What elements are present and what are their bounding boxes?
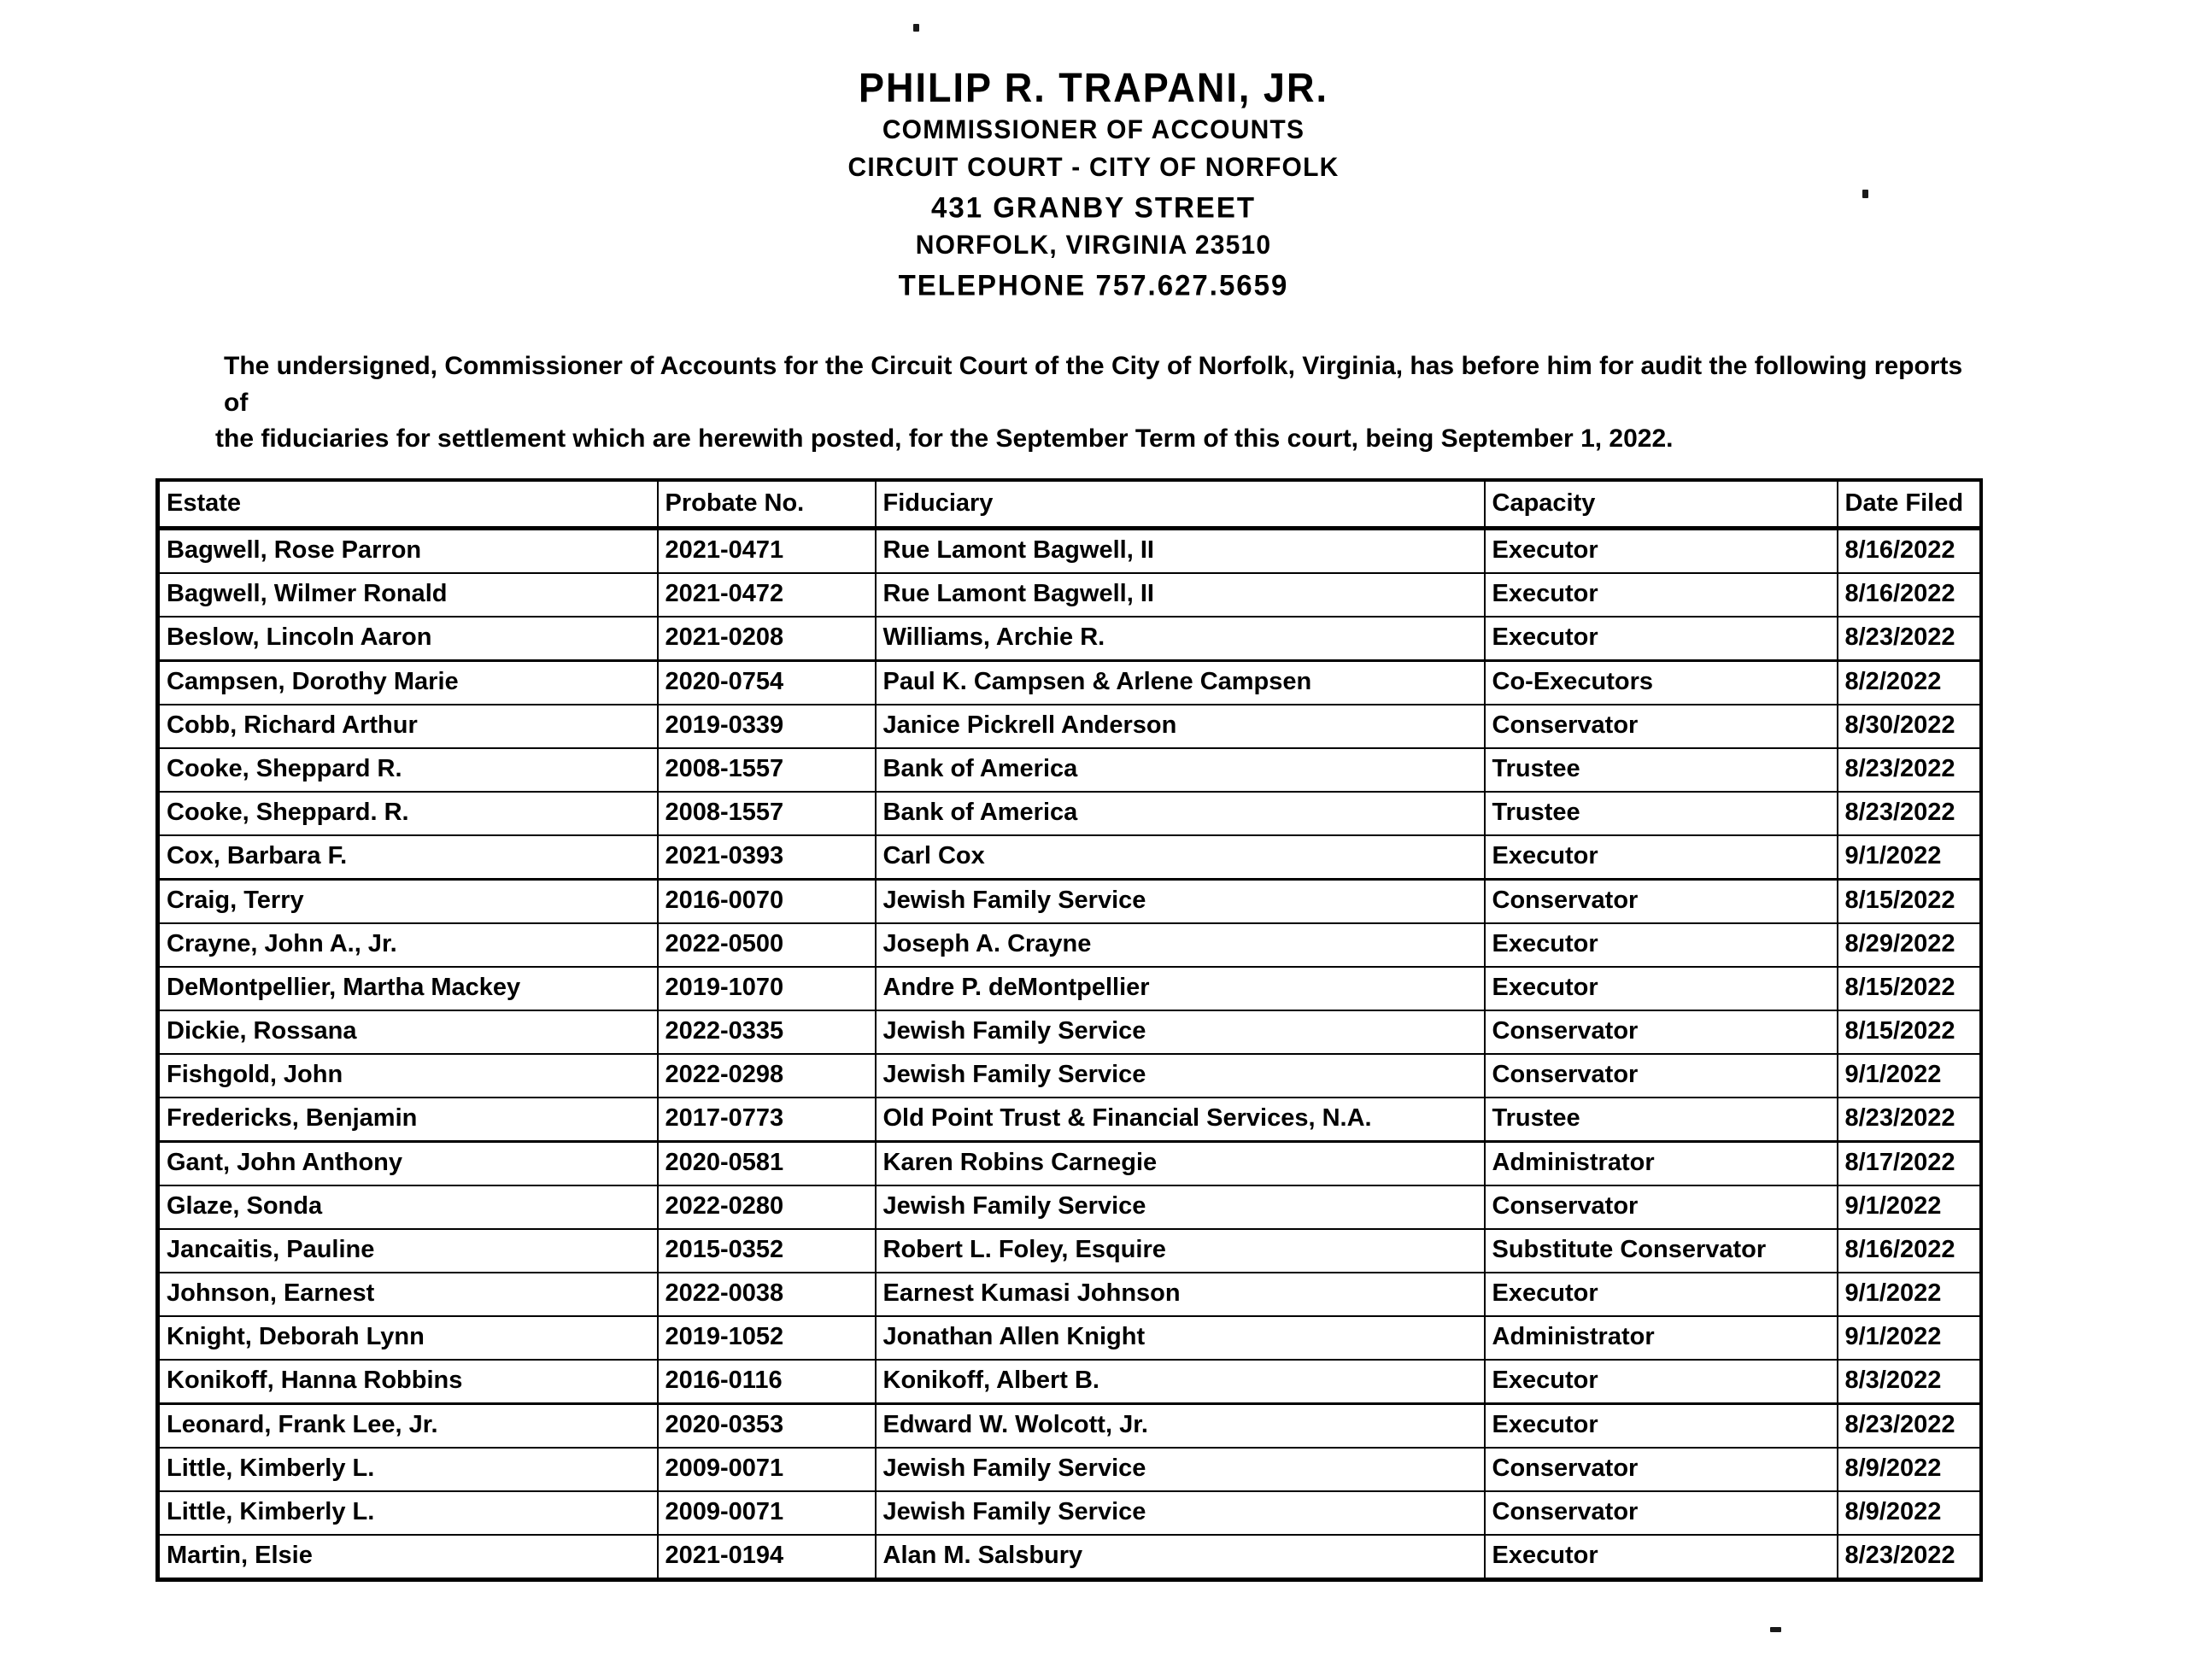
cell-estate: Bagwell, Rose Parron <box>158 529 658 574</box>
cell-fiduciary: Jewish Family Service <box>876 1054 1485 1098</box>
cell-date-filed: 8/30/2022 <box>1838 705 1981 748</box>
cell-estate: Jancaitis, Pauline <box>158 1229 658 1273</box>
cell-fiduciary: Jewish Family Service <box>876 880 1485 924</box>
cell-fiduciary: Williams, Archie R. <box>876 617 1485 661</box>
cell-capacity: Conservator <box>1485 1491 1838 1535</box>
cell-probate-no: 2008-1557 <box>658 792 876 835</box>
cell-date-filed: 8/23/2022 <box>1838 748 1981 792</box>
cell-probate-no: 2008-1557 <box>658 748 876 792</box>
cell-probate-no: 2019-0339 <box>658 705 876 748</box>
cell-date-filed: 9/1/2022 <box>1838 1316 1981 1360</box>
cell-capacity: Conservator <box>1485 880 1838 924</box>
cell-fiduciary: Jonathan Allen Knight <box>876 1316 1485 1360</box>
telephone-line: TELEPHONE 757.627.5659 <box>898 267 1289 301</box>
cell-capacity: Conservator <box>1485 1185 1838 1229</box>
court-line: CIRCUIT COURT - CITY OF NORFOLK <box>847 152 1340 183</box>
cell-date-filed: 9/1/2022 <box>1838 1273 1981 1316</box>
table-row <box>158 1098 1981 1142</box>
cell-estate: Cox, Barbara F. <box>158 835 658 880</box>
cell-estate: Cooke, Sheppard. R. <box>158 792 658 835</box>
table-row <box>158 1360 1981 1404</box>
cell-date-filed: 8/23/2022 <box>1838 792 1981 835</box>
cell-date-filed: 8/29/2022 <box>1838 923 1981 967</box>
cell-fiduciary: Carl Cox <box>876 835 1485 880</box>
cell-estate: Johnson, Earnest <box>158 1273 658 1316</box>
cell-estate: Fredericks, Benjamin <box>158 1098 658 1142</box>
cell-capacity: Trustee <box>1485 1098 1838 1142</box>
cell-estate: Cooke, Sheppard R. <box>158 748 658 792</box>
cell-fiduciary: Rue Lamont Bagwell, II <box>876 529 1485 574</box>
cell-estate: Little, Kimberly L. <box>158 1491 658 1535</box>
cell-probate-no: 2022-0335 <box>658 1010 876 1054</box>
cell-date-filed: 8/3/2022 <box>1838 1360 1981 1404</box>
column-header-date-filed: Date Filed <box>1838 480 1981 529</box>
cell-capacity: Executor <box>1485 1404 1838 1449</box>
cell-date-filed: 9/1/2022 <box>1838 1054 1981 1098</box>
cell-capacity: Administrator <box>1485 1142 1838 1186</box>
table-row <box>158 573 1981 617</box>
cell-capacity: Executor <box>1485 573 1838 617</box>
scan-speck-bottom <box>1770 1627 1781 1632</box>
cell-capacity: Executor <box>1485 923 1838 967</box>
cell-probate-no: 2009-0071 <box>658 1448 876 1491</box>
cell-probate-no: 2021-0194 <box>658 1535 876 1580</box>
cell-probate-no: 2022-0038 <box>658 1273 876 1316</box>
postings-table-container <box>155 478 1979 1582</box>
cell-fiduciary: Konikoff, Albert B. <box>876 1360 1485 1404</box>
cell-capacity: Trustee <box>1485 792 1838 835</box>
cell-estate: Campsen, Dorothy Marie <box>158 661 658 705</box>
cell-date-filed: 8/2/2022 <box>1838 661 1981 705</box>
cell-date-filed: 8/16/2022 <box>1838 529 1981 574</box>
table-row <box>158 1535 1981 1580</box>
cell-estate: DeMontpellier, Martha Mackey <box>158 967 658 1010</box>
cell-estate: Gant, John Anthony <box>158 1142 658 1186</box>
cell-capacity: Executor <box>1485 1535 1838 1580</box>
column-header-capacity: Capacity <box>1485 480 1838 529</box>
cell-date-filed: 8/15/2022 <box>1838 967 1981 1010</box>
cell-date-filed: 8/9/2022 <box>1838 1491 1981 1535</box>
cell-estate: Martin, Elsie <box>158 1535 658 1580</box>
cell-fiduciary: Alan M. Salsbury <box>876 1535 1485 1580</box>
table-row <box>158 661 1981 705</box>
column-header-fiduciary: Fiduciary <box>876 480 1485 529</box>
table-row <box>158 923 1981 967</box>
cell-date-filed: 8/23/2022 <box>1838 1535 1981 1580</box>
table-row <box>158 1404 1981 1449</box>
table-row <box>158 967 1981 1010</box>
table-row <box>158 1491 1981 1535</box>
cell-estate: Fishgold, John <box>158 1054 658 1098</box>
cell-capacity: Administrator <box>1485 1316 1838 1360</box>
cell-probate-no: 2015-0352 <box>658 1229 876 1273</box>
cell-fiduciary: Bank of America <box>876 792 1485 835</box>
postings-table <box>155 478 1983 1582</box>
cell-estate: Beslow, Lincoln Aaron <box>158 617 658 661</box>
cell-estate: Dickie, Rossana <box>158 1010 658 1054</box>
cell-capacity: Conservator <box>1485 1010 1838 1054</box>
cell-capacity: Co-Executors <box>1485 661 1838 705</box>
cell-fiduciary: Robert L. Foley, Esquire <box>876 1229 1485 1273</box>
cell-capacity: Conservator <box>1485 1054 1838 1098</box>
cell-fiduciary: Edward W. Wolcott, Jr. <box>876 1404 1485 1449</box>
letterhead <box>0 63 2187 301</box>
cell-fiduciary: Earnest Kumasi Johnson <box>876 1273 1485 1316</box>
cell-fiduciary: Old Point Trust & Financial Services, N.A. <box>876 1098 1485 1142</box>
column-header-estate: Estate <box>158 480 658 529</box>
cell-date-filed: 8/16/2022 <box>1838 1229 1981 1273</box>
table-row <box>158 792 1981 835</box>
cell-fiduciary: Karen Robins Carnegie <box>876 1142 1485 1186</box>
cell-capacity: Executor <box>1485 529 1838 574</box>
table-row <box>158 880 1981 924</box>
cell-date-filed: 9/1/2022 <box>1838 835 1981 880</box>
cell-estate: Leonard, Frank Lee, Jr. <box>158 1404 658 1449</box>
table-row <box>158 1054 1981 1098</box>
cell-probate-no: 2009-0071 <box>658 1491 876 1535</box>
cell-estate: Cobb, Richard Arthur <box>158 705 658 748</box>
table-row <box>158 1273 1981 1316</box>
cell-estate: Glaze, Sonda <box>158 1185 658 1229</box>
commissioner-title: COMMISSIONER OF ACCOUNTS <box>882 114 1305 145</box>
cell-date-filed: 8/15/2022 <box>1838 880 1981 924</box>
table-row <box>158 705 1981 748</box>
table-row <box>158 1185 1981 1229</box>
cell-probate-no: 2017-0773 <box>658 1098 876 1142</box>
cell-probate-no: 2022-0280 <box>658 1185 876 1229</box>
cell-fiduciary: Andre P. deMontpellier <box>876 967 1485 1010</box>
intro-paragraph <box>215 348 1984 458</box>
table-row <box>158 1010 1981 1054</box>
table-row <box>158 529 1981 574</box>
cell-capacity: Executor <box>1485 1360 1838 1404</box>
cell-probate-no: 2021-0393 <box>658 835 876 880</box>
table-body <box>158 529 1981 1580</box>
header-row <box>158 480 1981 529</box>
intro-line-1: The undersigned, Commissioner of Accounts for the Circuit Court of the City of Norfolk, Virginia, has before him for audit the following reports of <box>224 352 1963 417</box>
cell-date-filed: 9/1/2022 <box>1838 1185 1981 1229</box>
cell-fiduciary: Rue Lamont Bagwell, II <box>876 573 1485 617</box>
cell-fiduciary: Jewish Family Service <box>876 1491 1485 1535</box>
commissioner-name: PHILIP R. TRAPANI, JR. <box>859 63 1328 111</box>
cell-capacity: Substitute Conservator <box>1485 1229 1838 1273</box>
cell-probate-no: 2022-0500 <box>658 923 876 967</box>
cell-estate: Little, Kimberly L. <box>158 1448 658 1491</box>
city-state-zip: NORFOLK, VIRGINIA 23510 <box>915 230 1272 260</box>
cell-probate-no: 2020-0754 <box>658 661 876 705</box>
cell-capacity: Conservator <box>1485 1448 1838 1491</box>
cell-probate-no: 2019-1052 <box>658 1316 876 1360</box>
cell-capacity: Executor <box>1485 967 1838 1010</box>
cell-fiduciary: Paul K. Campsen & Arlene Campsen <box>876 661 1485 705</box>
cell-estate: Bagwell, Wilmer Ronald <box>158 573 658 617</box>
cell-estate: Knight, Deborah Lynn <box>158 1316 658 1360</box>
cell-probate-no: 2019-1070 <box>658 967 876 1010</box>
cell-fiduciary: Jewish Family Service <box>876 1448 1485 1491</box>
table-row <box>158 1142 1981 1186</box>
cell-probate-no: 2020-0353 <box>658 1404 876 1449</box>
cell-date-filed: 8/23/2022 <box>1838 617 1981 661</box>
table-row <box>158 835 1981 880</box>
cell-date-filed: 8/16/2022 <box>1838 573 1981 617</box>
cell-capacity: Executor <box>1485 1273 1838 1316</box>
cell-capacity: Trustee <box>1485 748 1838 792</box>
table-row <box>158 748 1981 792</box>
table-row <box>158 1229 1981 1273</box>
cell-estate: Craig, Terry <box>158 880 658 924</box>
cell-fiduciary: Jewish Family Service <box>876 1010 1485 1054</box>
cell-probate-no: 2016-0116 <box>658 1360 876 1404</box>
table-header <box>158 480 1981 529</box>
cell-probate-no: 2021-0208 <box>658 617 876 661</box>
cell-fiduciary: Janice Pickrell Anderson <box>876 705 1485 748</box>
cell-capacity: Executor <box>1485 835 1838 880</box>
cell-date-filed: 8/9/2022 <box>1838 1448 1981 1491</box>
cell-fiduciary: Jewish Family Service <box>876 1185 1485 1229</box>
cell-capacity: Executor <box>1485 617 1838 661</box>
cell-date-filed: 8/23/2022 <box>1838 1404 1981 1449</box>
intro-line-2: the fiduciaries for settlement which are herewith posted, for the September Term of this court, being September 1, 2022. <box>215 424 1674 454</box>
table-row <box>158 617 1981 661</box>
scan-speck-top <box>913 24 919 32</box>
cell-date-filed: 8/23/2022 <box>1838 1098 1981 1142</box>
table-row <box>158 1316 1981 1360</box>
cell-date-filed: 8/17/2022 <box>1838 1142 1981 1186</box>
street-address: 431 GRANBY STREET <box>931 190 1256 224</box>
cell-capacity: Conservator <box>1485 705 1838 748</box>
cell-probate-no: 2021-0471 <box>658 529 876 574</box>
cell-probate-no: 2021-0472 <box>658 573 876 617</box>
cell-fiduciary: Bank of America <box>876 748 1485 792</box>
table-row <box>158 1448 1981 1491</box>
cell-date-filed: 8/15/2022 <box>1838 1010 1981 1054</box>
cell-fiduciary: Joseph A. Crayne <box>876 923 1485 967</box>
cell-estate: Crayne, John A., Jr. <box>158 923 658 967</box>
cell-probate-no: 2020-0581 <box>658 1142 876 1186</box>
cell-probate-no: 2022-0298 <box>658 1054 876 1098</box>
cell-probate-no: 2016-0070 <box>658 880 876 924</box>
column-header-probate-no: Probate No. <box>658 480 876 529</box>
cell-estate: Konikoff, Hanna Robbins <box>158 1360 658 1404</box>
